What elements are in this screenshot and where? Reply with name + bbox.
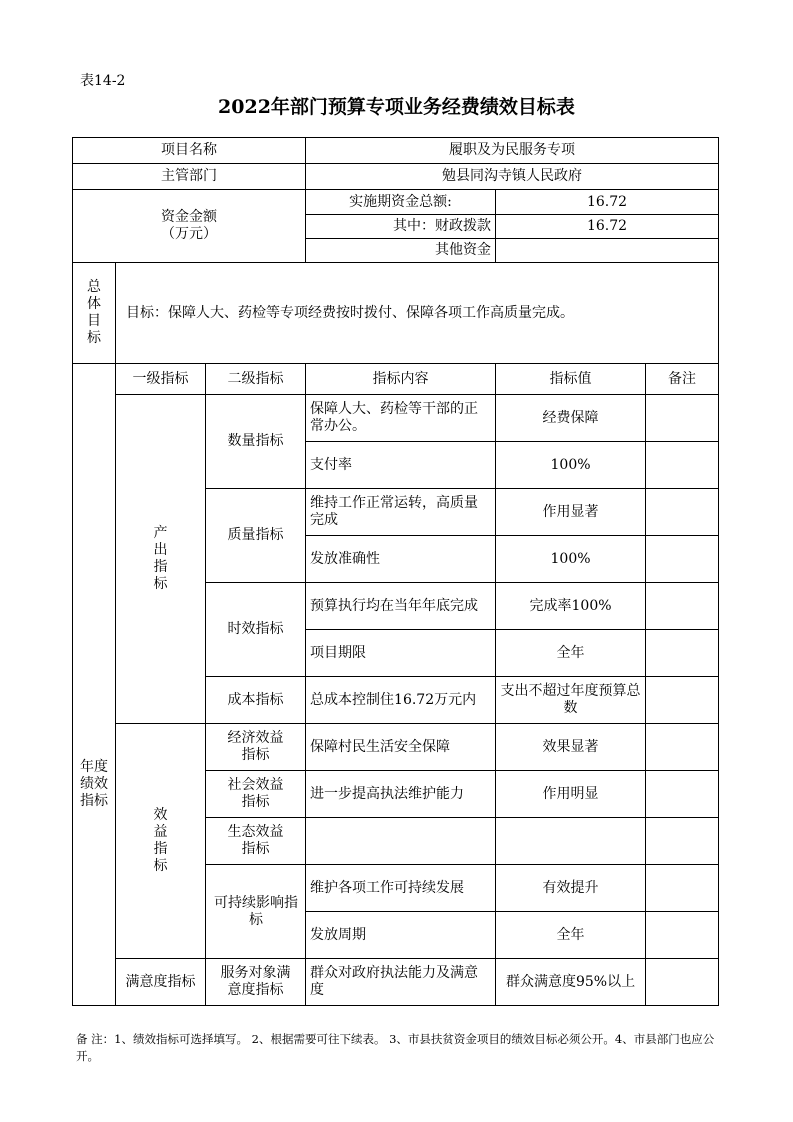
indicator-content: 保障人大、药检等干部的正常办公。 xyxy=(306,395,496,442)
indicator-value: 群众满意度95%以上 xyxy=(496,959,646,1006)
benefit-indicators-label: 效益指标 xyxy=(116,724,206,959)
indicator-value: 支出不超过年度预算总数 xyxy=(496,677,646,724)
indicator-content: 支付率 xyxy=(306,442,496,489)
indicator-remark xyxy=(646,442,719,489)
sustainable-indicator-label: 可持续影响指标 xyxy=(206,865,306,959)
indicator-remark xyxy=(646,630,719,677)
total-fund-label: 实施期资金总额: xyxy=(306,190,496,215)
satisfaction-indicator-label: 满意度指标 xyxy=(116,959,206,1006)
form-code: 表14-2 xyxy=(80,73,126,89)
fiscal-fund-label: 其中：财政拨款 xyxy=(306,215,496,239)
indicator-value: 100% xyxy=(496,442,646,489)
indicator-remark xyxy=(646,489,719,536)
page-title: 2022年部门预算专项业务经费绩效目标表 xyxy=(218,96,575,118)
indicator-content: 项目期限 xyxy=(306,630,496,677)
indicator-remark xyxy=(646,677,719,724)
cost-indicator-label: 成本指标 xyxy=(206,677,306,724)
header-content: 指标内容 xyxy=(306,364,496,395)
indicator-content xyxy=(306,818,496,865)
fund-amount-label xyxy=(73,190,306,263)
indicator-value: 完成率100% xyxy=(496,583,646,630)
indicator-remark xyxy=(646,583,719,630)
social-indicator-label: 社会效益指标 xyxy=(206,771,306,818)
indicator-remark xyxy=(646,771,719,818)
overall-goal-label: 总体目标 xyxy=(73,263,116,364)
output-indicators-label: 产出指标 xyxy=(116,395,206,724)
indicator-remark xyxy=(646,818,719,865)
total-fund-value: 16.72 xyxy=(496,190,719,215)
indicator-value: 作用明显 xyxy=(496,771,646,818)
indicator-content: 发放准确性 xyxy=(306,536,496,583)
indicator-value: 有效提升 xyxy=(496,865,646,912)
header-value: 指标值 xyxy=(496,364,646,395)
indicator-remark xyxy=(646,865,719,912)
project-name-label: 项目名称 xyxy=(73,138,306,164)
indicator-content: 群众对政府执法能力及满意度 xyxy=(306,959,496,1006)
indicator-value: 经费保障 xyxy=(496,395,646,442)
performance-table xyxy=(72,137,719,1006)
fund-amount-unit: （万元） xyxy=(161,226,218,242)
indicator-content: 进一步提高执法维护能力 xyxy=(306,771,496,818)
project-name-value: 履职及为民服务专项 xyxy=(306,138,719,164)
footnote: 备 注：1、绩效指标可选择填写。 2、根据需要可往下续表。 3、市县扶贫资金项目的绩效目标必须公开。4、市县部门也应公开。 xyxy=(76,1032,715,1063)
indicator-value: 作用显著 xyxy=(496,489,646,536)
timeliness-indicator-label: 时效指标 xyxy=(206,583,306,677)
indicator-remark xyxy=(646,536,719,583)
indicator-value: 100% xyxy=(496,536,646,583)
header-level1: 一级指标 xyxy=(116,364,206,395)
indicator-remark xyxy=(646,724,719,771)
other-fund-label: 其他资金 xyxy=(306,239,496,263)
indicator-remark xyxy=(646,912,719,959)
overall-goal-text: 目标：保障人大、药检等专项经费按时拨付、保障各项工作高质量完成。 xyxy=(116,263,719,364)
indicator-value: 效果显著 xyxy=(496,724,646,771)
fiscal-fund-value: 16.72 xyxy=(496,215,719,239)
ecological-indicator-label: 生态效益指标 xyxy=(206,818,306,865)
department-value: 勉县同沟寺镇人民政府 xyxy=(306,164,719,190)
indicator-content: 总成本控制住16.72万元内 xyxy=(306,677,496,724)
indicator-content: 发放周期 xyxy=(306,912,496,959)
indicator-value: 全年 xyxy=(496,912,646,959)
indicator-value xyxy=(496,818,646,865)
header-level2: 二级指标 xyxy=(206,364,306,395)
indicator-content: 预算执行均在当年年底完成 xyxy=(306,583,496,630)
indicator-value: 全年 xyxy=(496,630,646,677)
economic-indicator-label: 经济效益指标 xyxy=(206,724,306,771)
service-satisfaction-label: 服务对象满意度指标 xyxy=(206,959,306,1006)
indicator-remark xyxy=(646,959,719,1006)
header-remark: 备注 xyxy=(646,364,719,395)
indicator-content: 维持工作正常运转，高质量 完成 xyxy=(306,489,496,536)
quantity-indicator-label: 数量指标 xyxy=(206,395,306,489)
quality-indicator-label: 质量指标 xyxy=(206,489,306,583)
annual-indicators-label: 年度绩效指标 xyxy=(73,364,116,1006)
indicator-content: 维护各项工作可持续发展 xyxy=(306,865,496,912)
department-label: 主管部门 xyxy=(73,164,306,190)
fund-amount-title: 资金金额 xyxy=(161,209,218,225)
indicator-content: 保障村民生活安全保障 xyxy=(306,724,496,771)
indicator-remark xyxy=(646,395,719,442)
other-fund-value xyxy=(496,239,719,263)
